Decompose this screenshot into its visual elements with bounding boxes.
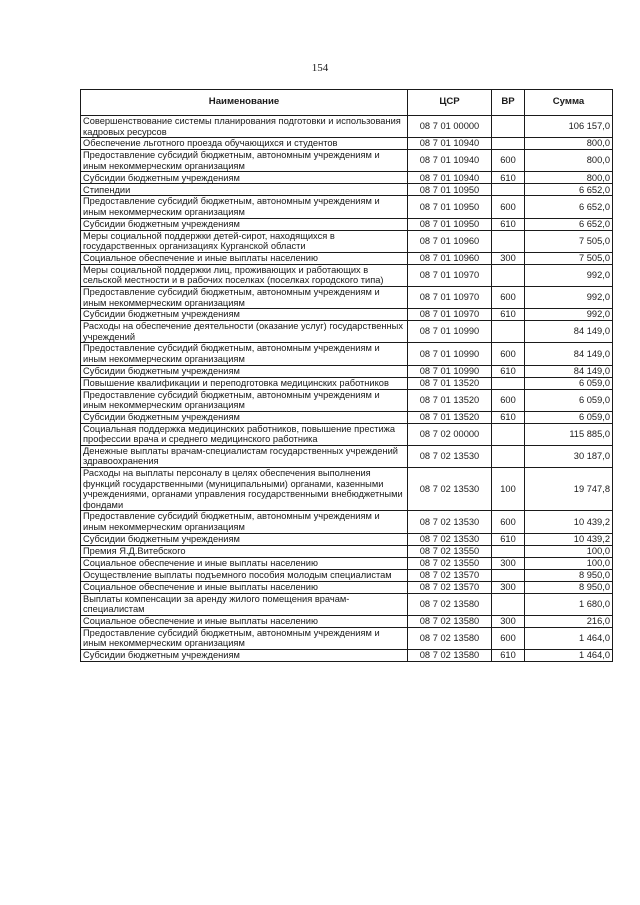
row-sum-cell: 84 149,0 <box>525 321 613 343</box>
row-sum-cell: 7 505,0 <box>525 252 613 264</box>
row-vr-cell: 600 <box>492 196 525 218</box>
row-csr-cell: 08 7 01 13520 <box>408 377 492 389</box>
row-csr-cell: 08 7 02 13530 <box>408 533 492 545</box>
row-csr-cell: 08 7 02 13530 <box>408 468 492 511</box>
row-sum-cell: 6 059,0 <box>525 411 613 423</box>
row-name-cell: Предоставление субсидий бюджетным, автономным учреждениям и иным некоммерческим организациям <box>81 343 408 365</box>
row-csr-cell: 08 7 02 13570 <box>408 569 492 581</box>
row-csr-cell: 08 7 02 13530 <box>408 445 492 467</box>
row-csr-cell: 08 7 01 13520 <box>408 411 492 423</box>
table-body <box>81 116 613 662</box>
row-csr-cell: 08 7 01 10950 <box>408 184 492 196</box>
row-csr-cell: 08 7 02 13580 <box>408 615 492 627</box>
row-vr-cell <box>492 445 525 467</box>
row-sum-cell: 100,0 <box>525 557 613 569</box>
row-vr-cell: 610 <box>492 365 525 377</box>
table-row <box>81 138 613 150</box>
row-vr-cell: 610 <box>492 650 525 662</box>
row-vr-cell <box>492 377 525 389</box>
table-row <box>81 545 613 557</box>
row-sum-cell: 19 747,8 <box>525 468 613 511</box>
row-vr-cell: 610 <box>492 218 525 230</box>
table-row <box>81 172 613 184</box>
row-csr-cell: 08 7 01 10970 <box>408 264 492 286</box>
row-csr-cell: 08 7 02 13580 <box>408 627 492 649</box>
row-name-cell: Стипендии <box>81 184 408 196</box>
row-sum-cell: 100,0 <box>525 545 613 557</box>
row-sum-cell: 6 059,0 <box>525 389 613 411</box>
table-row <box>81 286 613 308</box>
row-name-cell: Денежные выплаты врачам-специалистам государственных учреждений здравоохранения <box>81 445 408 467</box>
row-vr-cell <box>492 264 525 286</box>
row-csr-cell: 08 7 02 00000 <box>408 423 492 445</box>
row-vr-cell: 100 <box>492 468 525 511</box>
row-vr-cell <box>492 593 525 615</box>
row-vr-cell: 300 <box>492 557 525 569</box>
row-csr-cell: 08 7 02 13550 <box>408 545 492 557</box>
row-vr-cell: 300 <box>492 615 525 627</box>
row-sum-cell: 8 950,0 <box>525 569 613 581</box>
row-sum-cell: 800,0 <box>525 172 613 184</box>
row-name-cell: Обеспечение льготного проезда обучающихся и студентов <box>81 138 408 150</box>
row-sum-cell: 800,0 <box>525 150 613 172</box>
table-row <box>81 230 613 252</box>
row-vr-cell: 600 <box>492 511 525 533</box>
row-name-cell: Предоставление субсидий бюджетным, автономным учреждениям и иным некоммерческим организациям <box>81 511 408 533</box>
row-vr-cell: 600 <box>492 150 525 172</box>
row-name-cell: Предоставление субсидий бюджетным, автономным учреждениям и иным некоммерческим организациям <box>81 150 408 172</box>
table-row <box>81 218 613 230</box>
row-name-cell: Предоставление субсидий бюджетным, автономным учреждениям и иным некоммерческим организациям <box>81 286 408 308</box>
table-row <box>81 116 613 138</box>
row-csr-cell: 08 7 02 13580 <box>408 593 492 615</box>
row-vr-cell <box>492 569 525 581</box>
table-row <box>81 423 613 445</box>
row-sum-cell: 992,0 <box>525 309 613 321</box>
row-csr-cell: 08 7 01 10990 <box>408 343 492 365</box>
header-vr: ВР <box>492 90 525 116</box>
row-vr-cell: 610 <box>492 533 525 545</box>
row-vr-cell: 600 <box>492 286 525 308</box>
row-sum-cell: 1 464,0 <box>525 650 613 662</box>
row-sum-cell: 6 652,0 <box>525 196 613 218</box>
row-sum-cell: 6 652,0 <box>525 184 613 196</box>
row-name-cell: Повышение квалификации и переподготовка медицинских работников <box>81 377 408 389</box>
row-vr-cell <box>492 321 525 343</box>
row-sum-cell: 30 187,0 <box>525 445 613 467</box>
row-sum-cell: 10 439,2 <box>525 511 613 533</box>
row-sum-cell: 7 505,0 <box>525 230 613 252</box>
table-row <box>81 321 613 343</box>
table-row <box>81 615 613 627</box>
row-csr-cell: 08 7 01 10960 <box>408 252 492 264</box>
row-name-cell: Предоставление субсидий бюджетным, автономным учреждениям и иным некоммерческим организациям <box>81 196 408 218</box>
row-name-cell: Социальное обеспечение и иные выплаты населению <box>81 581 408 593</box>
row-sum-cell: 8 950,0 <box>525 581 613 593</box>
row-sum-cell: 6 059,0 <box>525 377 613 389</box>
table-row <box>81 593 613 615</box>
row-vr-cell: 600 <box>492 389 525 411</box>
row-vr-cell: 610 <box>492 309 525 321</box>
row-sum-cell: 800,0 <box>525 138 613 150</box>
row-name-cell: Совершенствование системы планирования подготовки и использования кадровых ресурсов <box>81 116 408 138</box>
row-sum-cell: 1 680,0 <box>525 593 613 615</box>
row-csr-cell: 08 7 02 13530 <box>408 511 492 533</box>
row-sum-cell: 10 439,2 <box>525 533 613 545</box>
table-header-row <box>81 90 613 116</box>
row-name-cell: Социальное обеспечение и иные выплаты населению <box>81 615 408 627</box>
row-csr-cell: 08 7 01 13520 <box>408 389 492 411</box>
row-csr-cell: 08 7 01 10970 <box>408 286 492 308</box>
table-row <box>81 365 613 377</box>
row-csr-cell: 08 7 01 10960 <box>408 230 492 252</box>
row-name-cell: Субсидии бюджетным учреждениям <box>81 411 408 423</box>
row-csr-cell: 08 7 02 13570 <box>408 581 492 593</box>
row-name-cell: Субсидии бюджетным учреждениям <box>81 172 408 184</box>
table-row <box>81 511 613 533</box>
page-number: 154 <box>311 62 329 74</box>
row-vr-cell <box>492 545 525 557</box>
row-name-cell: Социальное обеспечение и иные выплаты населению <box>81 252 408 264</box>
row-csr-cell: 08 7 01 10970 <box>408 309 492 321</box>
row-name-cell: Меры социальной поддержки лиц, проживающих и работающих в сельской местности и в рабочих поселках (поселках городского типа) <box>81 264 408 286</box>
row-csr-cell: 08 7 02 13580 <box>408 650 492 662</box>
row-sum-cell: 216,0 <box>525 615 613 627</box>
table-row <box>81 557 613 569</box>
table-row <box>81 252 613 264</box>
row-vr-cell: 300 <box>492 252 525 264</box>
header-sum: Сумма <box>525 90 613 116</box>
row-name-cell: Субсидии бюджетным учреждениям <box>81 309 408 321</box>
row-name-cell: Расходы на обеспечение деятельности (оказание услуг) государственных учреждений <box>81 321 408 343</box>
row-name-cell: Расходы на выплаты персоналу в целях обеспечения выполнения функций государственными (муниципальными) органами, казенными учреждениями, органами управления государственными внебюджетными фондами <box>81 468 408 511</box>
row-vr-cell <box>492 423 525 445</box>
row-sum-cell: 84 149,0 <box>525 343 613 365</box>
table-row <box>81 411 613 423</box>
row-csr-cell: 08 7 01 10940 <box>408 138 492 150</box>
row-csr-cell: 08 7 02 13550 <box>408 557 492 569</box>
table-row <box>81 581 613 593</box>
row-csr-cell: 08 7 01 10950 <box>408 196 492 218</box>
header-csr: ЦСР <box>408 90 492 116</box>
row-vr-cell <box>492 116 525 138</box>
row-sum-cell: 992,0 <box>525 286 613 308</box>
row-csr-cell: 08 7 01 10990 <box>408 321 492 343</box>
row-csr-cell: 08 7 01 10990 <box>408 365 492 377</box>
row-sum-cell: 6 652,0 <box>525 218 613 230</box>
table-row <box>81 309 613 321</box>
row-vr-cell: 300 <box>492 581 525 593</box>
row-vr-cell: 610 <box>492 172 525 184</box>
table-row <box>81 533 613 545</box>
row-name-cell: Предоставление субсидий бюджетным, автономным учреждениям и иным некоммерческим организациям <box>81 627 408 649</box>
table-row <box>81 650 613 662</box>
row-sum-cell: 106 157,0 <box>525 116 613 138</box>
row-sum-cell: 115 885,0 <box>525 423 613 445</box>
table-row <box>81 264 613 286</box>
table-row <box>81 389 613 411</box>
row-csr-cell: 08 7 01 10940 <box>408 172 492 184</box>
row-name-cell: Субсидии бюджетным учреждениям <box>81 365 408 377</box>
row-name-cell: Меры социальной поддержки детей-сирот, находящихся в государственных организациях Курганской области <box>81 230 408 252</box>
row-vr-cell <box>492 230 525 252</box>
row-sum-cell: 1 464,0 <box>525 627 613 649</box>
row-csr-cell: 08 7 01 00000 <box>408 116 492 138</box>
row-name-cell: Субсидии бюджетным учреждениям <box>81 650 408 662</box>
row-csr-cell: 08 7 01 10940 <box>408 150 492 172</box>
row-name-cell: Премия Я.Д.Витебского <box>81 545 408 557</box>
row-vr-cell: 610 <box>492 411 525 423</box>
budget-table <box>80 89 613 662</box>
row-name-cell: Социальное обеспечение и иные выплаты населению <box>81 557 408 569</box>
table-row <box>81 377 613 389</box>
row-name-cell: Выплаты компенсации за аренду жилого помещения врачам-специалистам <box>81 593 408 615</box>
row-vr-cell: 600 <box>492 343 525 365</box>
header-name: Наименование <box>81 90 408 116</box>
row-name-cell: Субсидии бюджетным учреждениям <box>81 218 408 230</box>
row-name-cell: Субсидии бюджетным учреждениям <box>81 533 408 545</box>
row-vr-cell: 600 <box>492 627 525 649</box>
row-csr-cell: 08 7 01 10950 <box>408 218 492 230</box>
row-name-cell: Осуществление выплаты подъемного пособия молодым специалистам <box>81 569 408 581</box>
table-row <box>81 445 613 467</box>
row-name-cell: Предоставление субсидий бюджетным, автономным учреждениям и иным некоммерческим организациям <box>81 389 408 411</box>
table-row <box>81 627 613 649</box>
table-row <box>81 468 613 511</box>
table-row <box>81 150 613 172</box>
row-sum-cell: 84 149,0 <box>525 365 613 377</box>
row-name-cell: Социальная поддержка медицинских работников, повышение престижа профессии врача и среднего медицинского работника <box>81 423 408 445</box>
table-row <box>81 343 613 365</box>
row-vr-cell <box>492 138 525 150</box>
row-vr-cell <box>492 184 525 196</box>
table-row <box>81 184 613 196</box>
table-row <box>81 196 613 218</box>
row-sum-cell: 992,0 <box>525 264 613 286</box>
table-row <box>81 569 613 581</box>
